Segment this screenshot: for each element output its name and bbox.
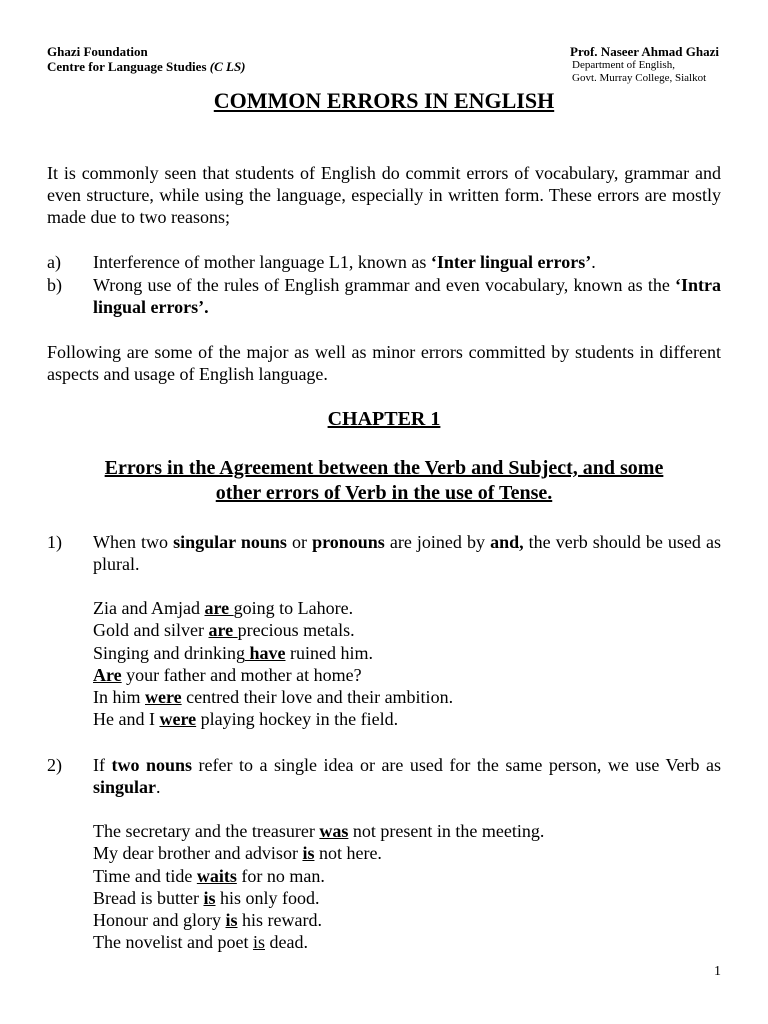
example-text: ruined him. — [285, 642, 373, 663]
example-verb: were — [159, 709, 197, 730]
reason-term: ‘Intra lingual errors’. — [93, 275, 721, 317]
rule-number: 2) — [47, 755, 62, 775]
following-paragraph: Following are some of the major as well as minor errors committed by students in different aspects and usage of English language. — [47, 342, 721, 384]
chapter-heading: CHAPTER 1 — [327, 408, 441, 430]
reason-term: ‘Inter lingual errors’ — [430, 252, 592, 272]
example-text: In him — [93, 687, 145, 708]
example-verb: is — [252, 932, 265, 953]
example-verb: are — [204, 598, 234, 618]
example-sentence — [93, 820, 544, 842]
college: Govt. Murray College, Sialkot — [572, 72, 707, 84]
author-name: Prof. Naseer Ahmad Ghazi — [570, 44, 720, 59]
example-text: My dear brother and advisor — [93, 843, 303, 864]
example-text: Gold and silver — [93, 620, 209, 641]
intro-paragraph: It is commonly seen that students of English do commit errors of vocabulary, grammar and even structure, while using the language, especially in written form. These errors are mostly made due to two reasons; — [47, 163, 721, 227]
rule-text: or — [286, 532, 313, 552]
example-text: for no man. — [236, 865, 325, 886]
rule-2-examples — [93, 820, 544, 954]
rule-term: and, — [490, 532, 524, 552]
example-text: his reward. — [237, 910, 322, 931]
rule-text: refer to a single idea or are used for the same person, we use Verb as — [192, 755, 721, 775]
example-sentence — [93, 619, 453, 641]
rule-text: When two — [93, 532, 174, 552]
reason-a — [47, 251, 721, 273]
reason-b — [47, 274, 721, 318]
rule-1 — [47, 531, 721, 575]
example-text: Singing and drinking — [93, 642, 245, 663]
example-text: He and I — [93, 709, 160, 730]
example-sentence — [93, 664, 453, 686]
example-sentence — [93, 909, 544, 931]
example-text: centred their love and their ambition. — [181, 687, 454, 708]
example-text: Honour and glory — [93, 910, 226, 931]
centre-name — [47, 59, 246, 74]
example-verb: have — [245, 642, 286, 663]
example-sentence — [93, 686, 453, 708]
rule-number: 1) — [47, 532, 62, 552]
org-name: Ghazi Foundation — [47, 44, 148, 59]
example-sentence — [93, 642, 453, 664]
reason-text: Interference of mother language L1, known as — [93, 252, 431, 272]
example-text: Bread is butter — [93, 887, 204, 908]
example-text: not here. — [314, 843, 382, 864]
example-sentence — [93, 865, 544, 887]
example-text: Zia and Amjad — [93, 598, 205, 618]
rule-text: . — [156, 777, 161, 797]
centre-abbr: (C LS) — [209, 59, 246, 74]
example-text: The secretary and the treasurer — [93, 821, 320, 841]
example-sentence — [93, 708, 453, 730]
rule-text: are joined by — [384, 532, 491, 552]
page-number: 1 — [714, 964, 721, 979]
rule-text: If — [93, 755, 112, 775]
example-text: going to Lahore. — [233, 598, 354, 618]
section-heading-line-1: Errors in the Agreement between the Verb and Subject, and some — [104, 457, 664, 479]
reason-text: Wrong use of the rules of English grammar and even vocabulary, known as the — [93, 275, 675, 295]
example-text: not present in the meeting. — [348, 821, 545, 841]
example-verb: is — [302, 843, 315, 864]
rule-term: pronouns — [312, 532, 385, 552]
example-verb: was — [319, 821, 349, 841]
example-text: dead. — [264, 932, 308, 953]
example-sentence — [93, 597, 453, 619]
example-verb: were — [145, 687, 182, 708]
example-verb: Are — [93, 664, 122, 685]
rule-1-examples — [93, 597, 453, 731]
centre-prefix: Centre for Language Studies — [47, 59, 210, 74]
example-sentence — [93, 887, 544, 909]
rule-term: singular — [93, 777, 157, 797]
example-text: precious metals. — [237, 620, 355, 641]
document-title: COMMON ERRORS IN ENGLISH — [213, 88, 555, 113]
department: Department of English, — [572, 59, 675, 71]
header-right — [570, 44, 719, 85]
example-verb: waits — [196, 865, 237, 886]
rule-text: the verb should be used as plural. — [93, 532, 721, 574]
example-text: Time and tide — [93, 865, 197, 886]
example-sentence — [93, 842, 544, 864]
example-text: The novelist and poet — [93, 932, 253, 953]
reason-punct: . — [591, 252, 596, 272]
section-heading-line-2: other errors of Verb in the use of Tense. — [215, 482, 553, 504]
rule-2 — [47, 754, 721, 798]
example-text: his only food. — [215, 887, 320, 908]
example-verb: is — [203, 887, 216, 908]
example-sentence — [93, 931, 544, 953]
example-text: playing hockey in the field. — [196, 709, 399, 730]
rule-term: singular nouns — [173, 532, 287, 552]
example-text: your father and mother at home? — [121, 664, 362, 685]
header-left — [47, 44, 246, 74]
example-verb: is — [225, 910, 238, 931]
rule-term: two nouns — [111, 755, 193, 775]
list-marker: a) — [47, 252, 61, 272]
list-marker: b) — [47, 275, 62, 295]
example-verb: are — [208, 620, 238, 641]
